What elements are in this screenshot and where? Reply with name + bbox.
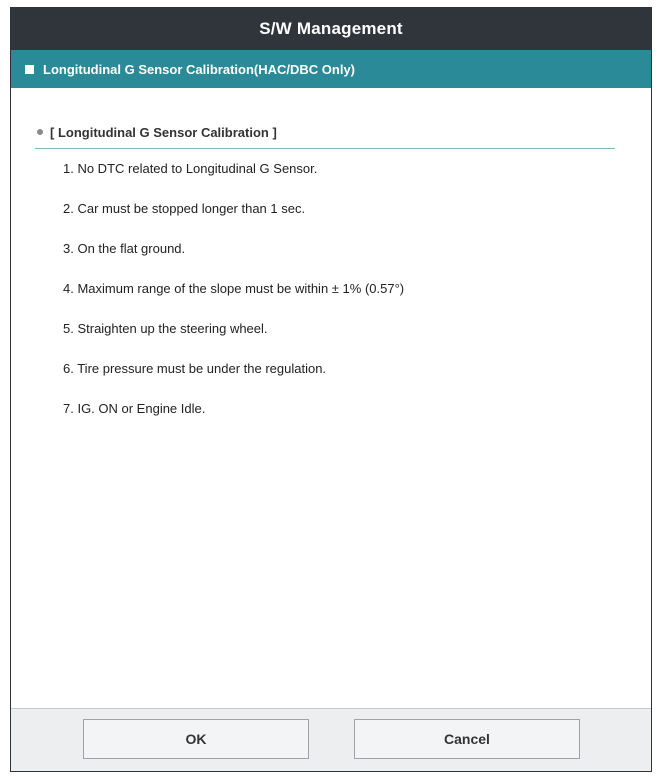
list-item: 1. No DTC related to Longitudinal G Sensor. [63, 161, 318, 176]
ok-button[interactable]: OK [83, 719, 309, 759]
calibration-header [11, 50, 651, 88]
list-item: 5. Straighten up the steering wheel. [63, 321, 268, 336]
content-area [11, 88, 651, 708]
list-item: 6. Tire pressure must be under the regulation. [63, 361, 327, 376]
list-item: 2. Car must be stopped longer than 1 sec. [63, 201, 306, 216]
sw-management-dialog [10, 7, 652, 772]
list-item: 4. Maximum range of the slope must be within ± 1% (0.57°) [63, 281, 405, 296]
dialog-footer [11, 708, 651, 772]
cancel-button[interactable]: Cancel [354, 719, 580, 759]
calibration-steps-list [63, 160, 404, 440]
list-item: 7. IG. ON or Engine Idle. [63, 401, 206, 416]
section-heading [35, 120, 615, 149]
bullet-icon [37, 129, 43, 135]
calibration-header-label: Longitudinal G Sensor Calibration(HAC/DBC Only) [43, 61, 355, 77]
list-item: 3. On the flat ground. [63, 241, 186, 256]
dialog-title: S/W Management [11, 8, 651, 50]
section-heading-label: [ Longitudinal G Sensor Calibration ] [50, 124, 277, 140]
square-icon [25, 65, 34, 74]
